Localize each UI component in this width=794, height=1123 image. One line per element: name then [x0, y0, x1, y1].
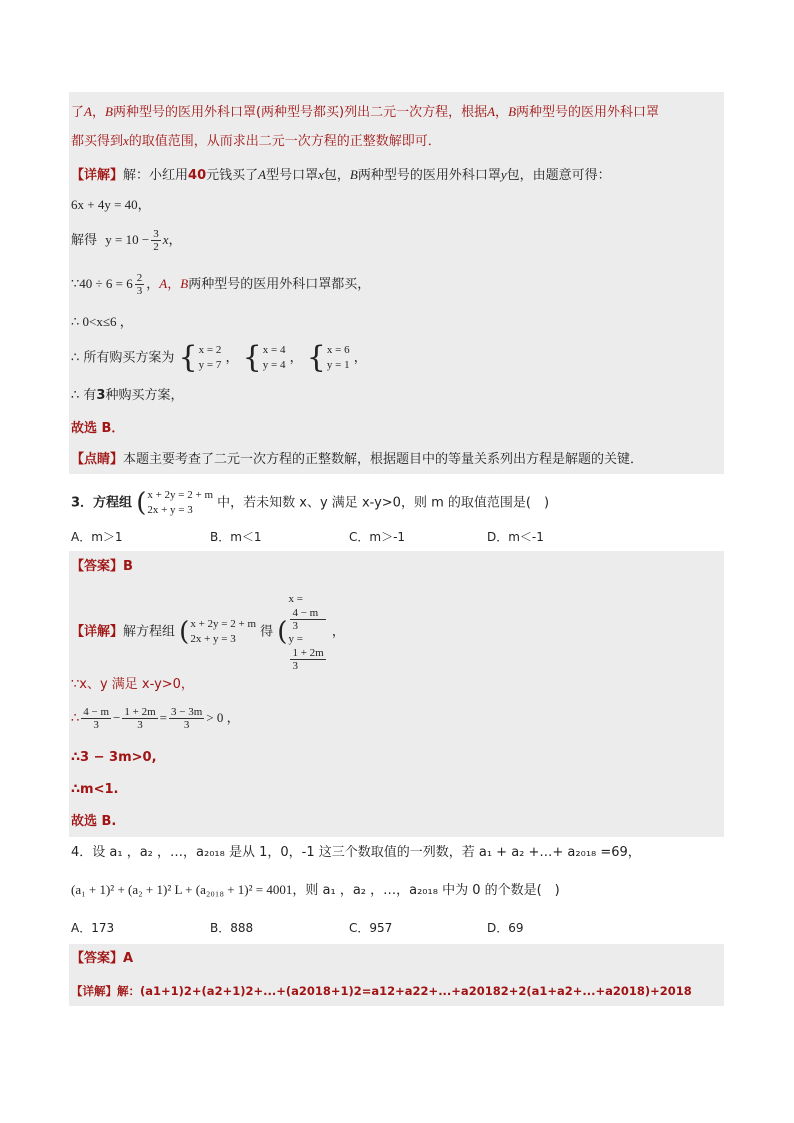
q3-option-d: D．m＜-1 [487, 530, 544, 544]
detail-tag: 【详解】 [71, 168, 124, 183]
plan-3: { x = 6 y = 1 [306, 340, 350, 375]
q3-line-4: ∴m<1. [71, 782, 119, 797]
q4-option-a: A．173 [71, 921, 115, 935]
q4-detail-line: 【详解】解：(a1+1)2+(a2+1)2+...+(a2018+1)2=a12+a22+...+a20182+2(a1+a2+...+a2018)+2018 [71, 984, 692, 998]
detail-line: 【详解】解：小红用40元钱买了A型号口罩x包，B两种型号的医用外科口罩y包，由题意可得： [71, 167, 611, 183]
question-4-line-2: (a₁ + 1)² + (a₂ + 1)² L + (a₂₀₁₈ + 1)² = 4001，则 a₁ ，a₂ ，…，a₂₀₁₈ 中为 0 的个数是( ) [71, 882, 560, 898]
choice-line-q2: 故选 B． [71, 421, 125, 436]
analysis-line-1: 了A，B两种型号的医用外科口罩(两种型号都买)列出二元一次方程，根据A，B两种型号的医用外科口罩 [71, 104, 660, 120]
q3-line-2: ∴ $\frac{4 - m}{3}$ − $\frac{1 + 2m}{3}$ = $\frac{3 - 3m}{3}$ > 0 ， [71, 706, 240, 731]
q3-option-b: B．m＜1 [210, 530, 262, 544]
comment-tag: 【点睛】 [71, 452, 124, 467]
analysis-line-2: 都买得到x的取值范围，从而求出二元一次方程的正整数解即可． [71, 133, 441, 149]
q3-line-1: ∵x、y 满足 x-y>0， [71, 677, 194, 692]
q3-line-3: ∴3 − 3m>0, [71, 750, 157, 765]
comment-line: 【点睛】本题主要考查了二元一次方程的正整数解，根据题目中的等量关系列出方程是解题的关键． [71, 452, 644, 467]
equation-line: 6x + 4y = 40， [71, 197, 151, 213]
range-line: ∴ 0<x≤6 ， [71, 314, 133, 329]
q4-answer-line: 【答案】A [71, 951, 134, 966]
plan-1: { x = 2 y = 7 [178, 340, 222, 375]
q3-detail-line: 【详解】解方程组 ( x + 2y = 2 + m 2x + y = 3 得 ( x = 4 − m 3 y = 1 + 2m 3 ， [71, 593, 345, 672]
q4-option-b: B．888 [210, 921, 254, 935]
because-line: ∵40 ÷ 6 = 6 $\frac{2}{3}$ ，A，B两种型号的医用外科口罩都买， [71, 272, 371, 297]
question-3: 3．方程组 ( x + 2y = 2 + m 2x + y = 3 中，若未知数 x、y 满足 x-y>0，则 m 的取值范围是( ) [71, 488, 550, 518]
answer-tag: 【答案】 [71, 951, 124, 966]
detail-tag: 【详解】 [71, 624, 124, 640]
count-line: ∴ 有3种购买方案， [71, 388, 184, 403]
plans-line: ∴ 所有购买方案为 { x = 2 y = 7 ， { x = 4 y = 4 ， { x = 6 y = 1 ， [71, 340, 367, 375]
q4-option-c: C．957 [349, 921, 393, 935]
q3-answer-line: 【答案】B [71, 559, 133, 574]
plan-2: { x = 4 y = 4 [242, 340, 286, 375]
detail-tag: 【详解】 [71, 984, 117, 998]
answer-tag: 【答案】 [71, 559, 124, 574]
solve-line: 解得 y = 10 − $\frac{3}{2}$ x， [71, 228, 182, 253]
q3-option-c: C．m＞-1 [349, 530, 406, 544]
q3-option-a: A．m＞1 [71, 530, 123, 544]
question-4-line-1: 4．设 a₁ ，a₂ ，…，a₂₀₁₈ 是从 1，0，-1 这三个数取值的一列数，若 a₁ + a₂ +…+ a₂₀₁₈ =69， [71, 845, 641, 860]
q3-choice: 故选 B. [71, 814, 117, 829]
q4-option-d: D．69 [487, 921, 524, 935]
